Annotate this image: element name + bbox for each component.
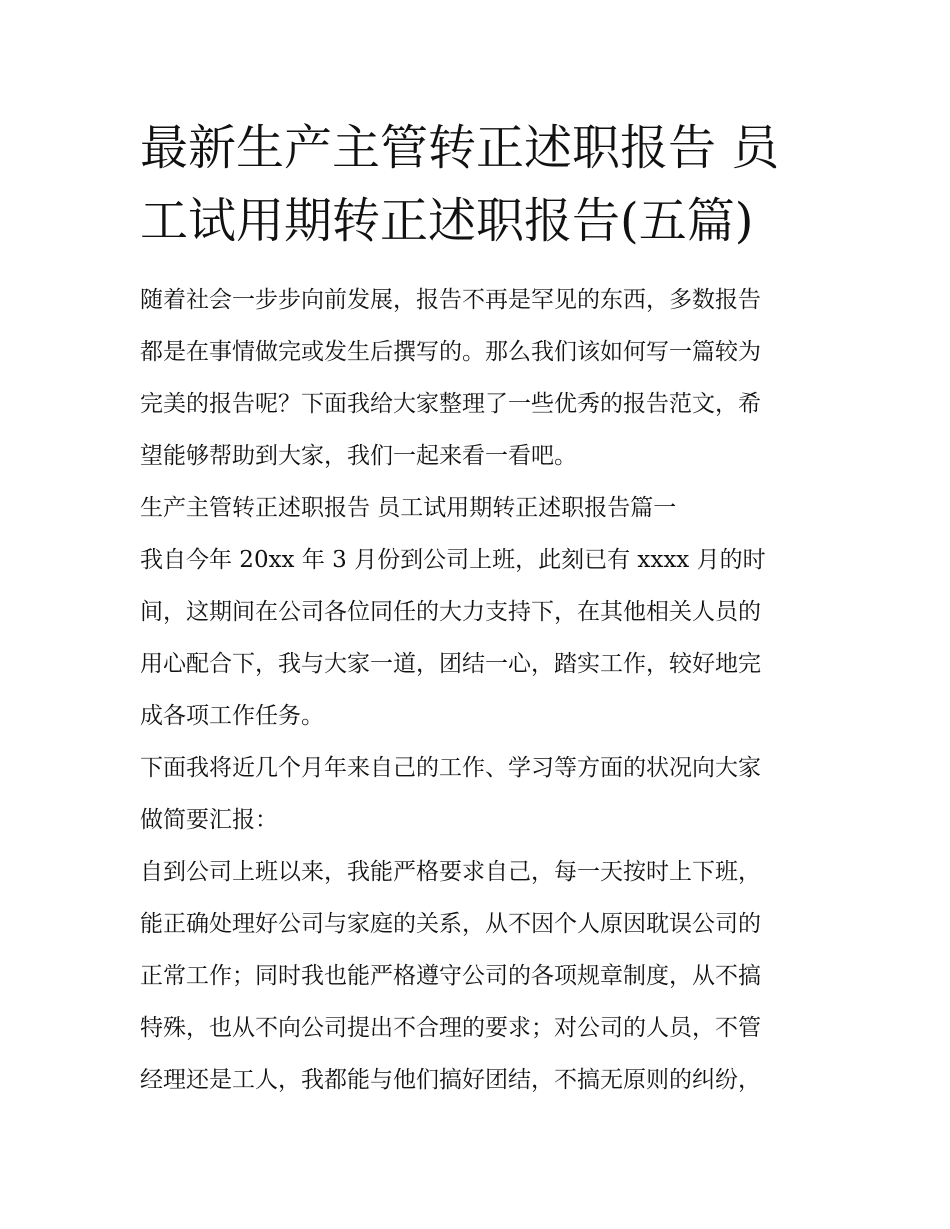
intro-line-4: 望能够帮助到大家，我们一起来看一看吧。 [140,443,577,469]
paragraph-line: 经理还是工人，我都能与他们搞好团结，不搞无原则的纠纷， [140,1067,761,1093]
paragraph-line: 能正确处理好公司与家庭的关系，从不因个人原因耽误公司的 [140,911,761,937]
paragraph-line: 正常工作；同时我也能严格遵守公司的各项规章制度，从不搞 [140,963,761,989]
paragraph-line: 成各项工作任务。 [140,703,324,729]
paragraph-line: 做简要汇报： [140,807,278,833]
title-line-2: 工试用期转正述职报告(五篇) [140,193,754,249]
intro-line-1: 随着社会一步步向前发展，报告不再是罕见的东西，多数报告 [140,287,761,313]
paragraph-line: 间，这期间在公司各位同任的大力支持下，在其他相关人员的 [140,599,761,625]
intro-line-2: 都是在事情做完或发生后撰写的。那么我们该如何写一篇较为 [140,339,761,365]
paragraph-line: 自到公司上班以来，我能严格要求自己，每一天按时上下班， [140,859,761,885]
title-line-1: 最新生产主管转正述职报告 员 [140,120,780,176]
document-title [140,112,830,258]
intro-line-3: 完美的报告呢？下面我给大家整理了一些优秀的报告范文，希 [140,391,761,417]
section-heading: 生产主管转正述职报告 员工试用期转正述职报告篇一 [140,495,677,521]
paragraph-line: 特殊，也从不向公司提出不合理的要求；对公司的人员，不管 [140,1015,761,1041]
paragraph-line: 用心配合下，我与大家一道，团结一心，踏实工作，较好地完 [140,651,761,677]
document-body [140,274,830,1106]
paragraph-line: 下面我将近几个月年来自己的工作、学习等方面的状况向大家 [140,755,761,781]
paragraph-line: 我自今年 20xx 年 3 月份到公司上班，此刻已有 xxxx 月的时 [140,547,766,573]
